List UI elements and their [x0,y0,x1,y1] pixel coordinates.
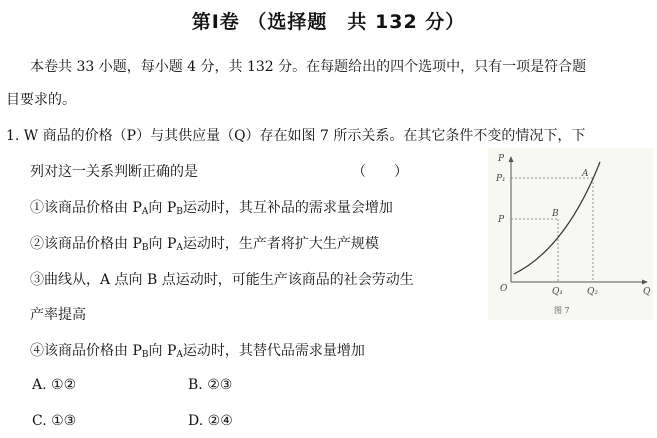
statement-3-line-1: ③曲线从，A 点向 B 点运动时，可能生产该商品的社会劳动生 [30,272,414,288]
instructions-line-2: 目要求的。 [6,92,76,108]
statement-1-part: 向 P [148,200,177,216]
option-letter: C. [32,413,47,429]
tick-qa-label: Q₂ [587,287,598,297]
statement-2-part: ②该商品价格由 P [30,236,142,252]
figure-caption: 图 7 [554,306,570,315]
section-title: 第Ⅰ卷 （选择题 共 132 分） [191,11,466,33]
question-stem-line-2 [30,162,198,182]
x-axis-label: Q [643,287,651,297]
question-stem-line-1: 1. W 商品的价格（P）与其供应量（Q）存在如图 7 所示关系。在其它条件不变的情况下，下 [6,128,586,144]
answer-blank: （ ） [352,164,408,180]
option-b [188,375,232,395]
statement-4-part: 向 P [148,343,177,359]
option-letter: B. [188,377,203,393]
statement-2-part: 向 P [148,236,177,252]
statement-4-part: ④该商品价格由 P [30,343,142,359]
question-stem-text: 列对这一关系判断正确的是 [30,164,198,180]
option-a [32,375,76,395]
tick-pa-label: P₁ [496,174,506,184]
option-letter: D. [188,413,204,429]
subscript: B [141,350,149,360]
statement-2 [30,234,379,254]
figure-background [488,148,653,320]
origin-label: O [500,284,508,294]
point-b-label: B [552,209,559,219]
statement-1 [30,198,393,218]
statement-3-line-2: 产率提高 [30,307,86,323]
tick-pb-label: P [498,215,505,225]
option-text: ②④ [207,413,233,429]
option-text: ①② [51,377,77,393]
price-supply-figure [488,148,653,320]
subscript: A [176,350,183,360]
subscript: A [141,207,149,217]
tick-qb-label: Q₁ [552,287,563,297]
point-a-label: A [582,169,589,179]
statement-4 [30,341,365,361]
option-text: ②③ [207,377,233,393]
option-text: ①③ [51,413,77,429]
instructions-line-1: 本卷共 33 小题，每小题 4 分，共 132 分。在每题给出的四个选项中，只有一项是符合题 [30,59,587,75]
y-axis-label: P [498,154,505,164]
option-c [32,411,76,431]
figure-svg [488,148,653,320]
subscript: B [176,207,183,217]
subscript: B [141,243,149,253]
option-d [188,411,233,431]
statement-2-part: 运动时，生产者将扩大生产规模 [182,236,379,252]
subscript: A [176,243,183,253]
statement-4-part: 运动时，其替代品需求量增加 [182,343,365,359]
option-letter: A. [32,377,47,393]
statement-1-part: ①该商品价格由 P [30,200,142,216]
statement-1-part: 运动时，其互补品的需求量会增加 [182,200,393,216]
